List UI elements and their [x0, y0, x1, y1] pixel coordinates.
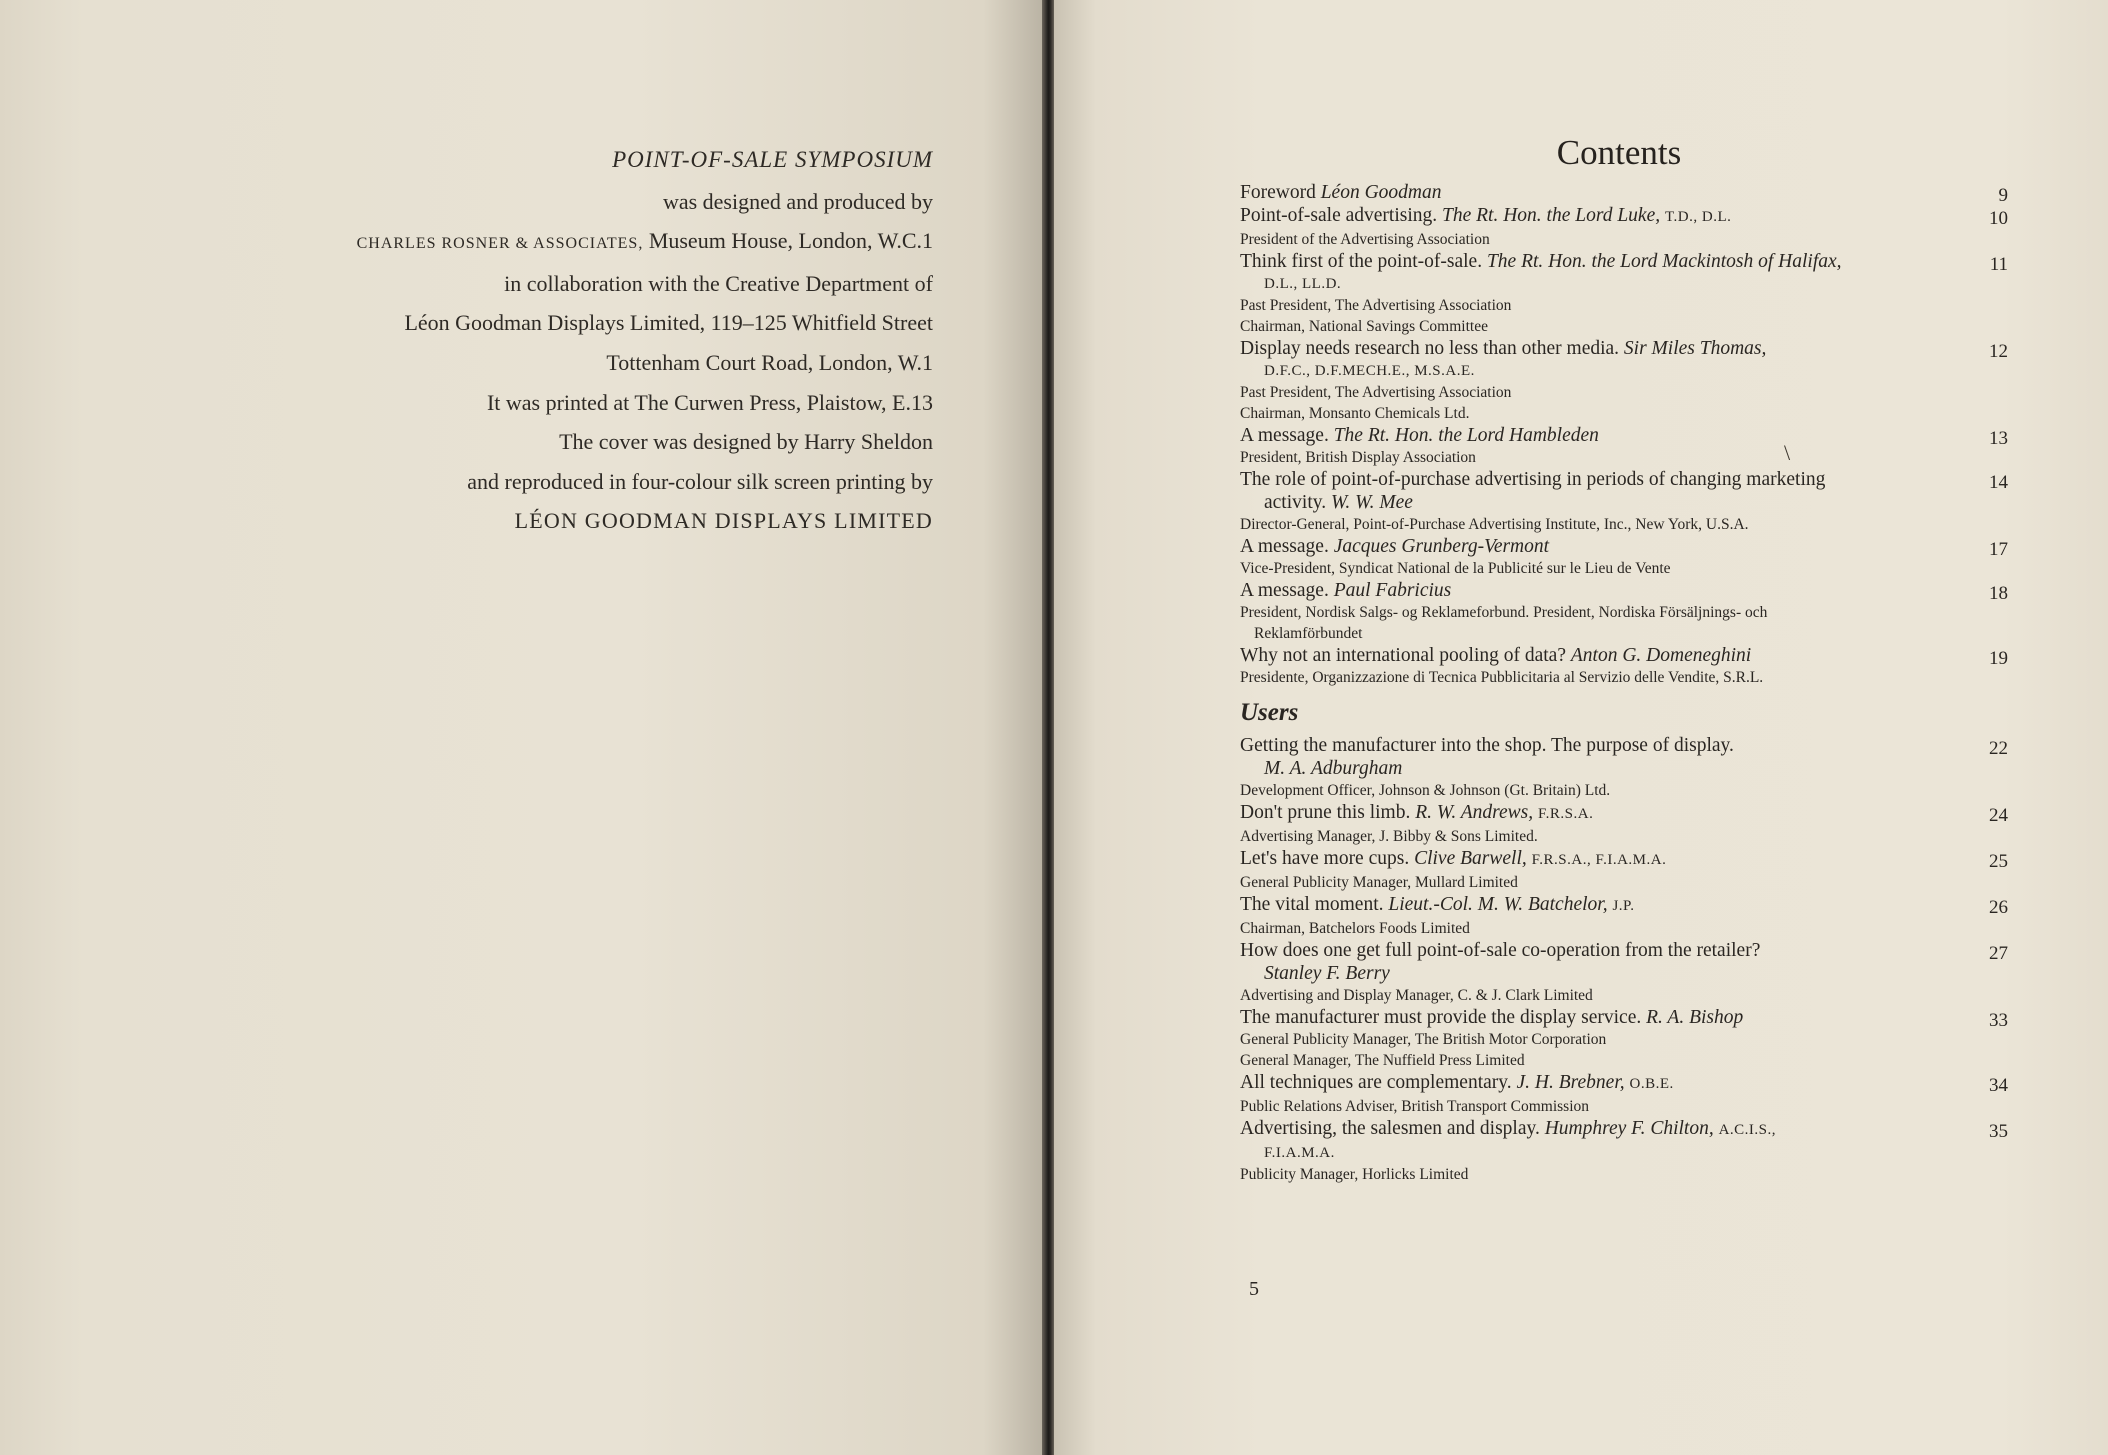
toc-entry-title: Why not an international pooling of data? [1240, 645, 1566, 666]
colophon [113, 140, 933, 541]
toc-entry-honours: D.L., LL.D. [1264, 276, 1342, 292]
left-page [0, 0, 1046, 1455]
toc-page-number: 24 [1989, 805, 2008, 826]
toc-entry-title: Point-of-sale advertising. [1240, 205, 1438, 226]
toc-entry-honours: J.P. [1612, 898, 1635, 914]
toc-entry-author: Sir Miles Thomas, [1623, 338, 1767, 359]
toc-page-number: 17 [1989, 539, 2008, 560]
colophon-line: The cover was designed by Harry Sheldon [559, 429, 933, 455]
toc-entry [1240, 893, 2008, 939]
toc-entry-honours: D.F.C., D.F.MECH.E., M.S.A.E. [1264, 363, 1475, 379]
toc-entry-affiliation: President, British Display Association [1240, 449, 1476, 466]
toc-entry-title: How does one get full point-of-sale co-operation from the retailer? [1240, 940, 1761, 961]
toc-page-number: 11 [1989, 254, 2008, 275]
toc-entry-author: The Rt. Hon. the Lord Hambleden [1333, 425, 1599, 446]
toc-entry-honours: F.R.S.A. [1538, 806, 1594, 822]
toc-entry-author: J. H. Brebner, [1516, 1072, 1625, 1093]
toc-entry-affiliation: General Publicity Manager, Mullard Limited [1240, 874, 1518, 891]
toc-entry-affiliation: General Publicity Manager, The British Motor Corporation [1240, 1031, 1607, 1048]
toc-page-number: 33 [1989, 1010, 2008, 1031]
toc-page-number: 12 [1989, 341, 2008, 362]
toc-entry-honours: F.I.A.M.A. [1264, 1145, 1335, 1161]
toc-page-number: 27 [1989, 943, 2008, 964]
toc-page-number: 10 [1989, 208, 2008, 229]
colophon-line [113, 221, 933, 264]
toc-entry-affiliation: Director-General, Point-of-Purchase Advertising Institute, Inc., New York, U.S.A. [1240, 516, 1749, 533]
toc-entry-title: A message. [1240, 580, 1329, 601]
toc-entry-title: Getting the manufacturer into the shop. The purpose of display. [1240, 735, 1734, 756]
toc-page-number: 26 [1989, 897, 2008, 918]
toc-entry-honours: T.D., D.L. [1664, 209, 1732, 225]
toc-entry-affiliation: President of the Advertising Association [1240, 231, 1490, 248]
toc-entry-honours: O.B.E. [1629, 1076, 1674, 1092]
toc-entry-affiliation: President, Nordisk Salgs- og Reklameforbund. President, Nordiska Försäljnings- och [1240, 604, 1768, 621]
toc-entry-author: Léon Goodman [1320, 182, 1442, 203]
colophon-firm: CHARLES ROSNER & ASSOCIATES, [356, 235, 644, 253]
toc-page-number: 34 [1989, 1075, 2008, 1096]
toc-entry-title: Think first of the point-of-sale. [1240, 251, 1483, 272]
table-of-contents [1240, 181, 2008, 1185]
toc-entry [1240, 939, 2008, 1006]
toc-page-number: 35 [1989, 1121, 2008, 1142]
toc-entry [1240, 181, 2008, 204]
toc-entry-honours: F.R.S.A., F.I.A.M.A. [1531, 852, 1667, 868]
toc-page-number: 14 [1989, 472, 2008, 493]
toc-entry-affiliation: Advertising and Display Manager, C. & J. Clark Limited [1240, 987, 1593, 1004]
toc-entry-title: The manufacturer must provide the display service. [1240, 1007, 1642, 1028]
colophon-line: was designed and produced by [662, 188, 933, 214]
toc-entry-affiliation: Reklamförbundet [1254, 625, 1363, 642]
toc-entry-affiliation: General Manager, The Nuffield Press Limited [1240, 1052, 1525, 1069]
toc-entry-author: Humphrey F. Chilton, [1544, 1118, 1714, 1139]
toc-entry-title: Let's have more cups. [1240, 848, 1410, 869]
toc-entry [1240, 1071, 2008, 1117]
section-heading-users: Users [1240, 699, 1299, 726]
page-folio: 5 [1249, 1278, 1259, 1300]
toc-entry-author: Anton G. Domeneghini [1570, 645, 1752, 666]
toc-entry-affiliation: Chairman, Batchelors Foods Limited [1240, 920, 1470, 937]
toc-entry-affiliation: Public Relations Adviser, British Transport Commission [1240, 1098, 1590, 1115]
contents-title: Contents [1556, 133, 1682, 172]
toc-entry [1240, 847, 2008, 893]
colophon-address: Museum House, London, W.C.1 [648, 228, 933, 254]
toc-entry-author: R. W. Andrews, [1415, 802, 1534, 823]
toc-entry-affiliation: Chairman, Monsanto Chemicals Ltd. [1240, 405, 1470, 422]
colophon-line: and reproduced in four-colour silk screen printing by [467, 468, 933, 494]
toc-entry-author: R. A. Bishop [1646, 1007, 1744, 1028]
toc-entry [1240, 468, 2008, 535]
toc-entry-author: M. A. Adburgham [1264, 758, 1403, 779]
toc-entry-title: A message. [1240, 425, 1329, 446]
colophon-line: in collaboration with the Creative Department of [504, 270, 933, 296]
toc-page-number: 19 [1989, 648, 2008, 669]
toc-entry [1240, 801, 2008, 847]
toc-entry [1240, 1117, 2008, 1185]
toc-entry-author: Stanley F. Berry [1264, 963, 1390, 984]
toc-page-number: 13 [1989, 428, 2008, 449]
toc-entry [1240, 579, 2008, 644]
toc-entry-author: The Rt. Hon. the Lord Mackintosh of Halifax, [1486, 251, 1842, 272]
toc-entry-author: W. W. Mee [1330, 492, 1413, 513]
toc-entry-affiliation: Publicity Manager, Horlicks Limited [1240, 1166, 1469, 1183]
toc-entry-title: Advertising, the salesmen and display. [1240, 1118, 1540, 1139]
toc-entry [1240, 1006, 2008, 1071]
colophon-line: It was printed at The Curwen Press, Plaistow, E.13 [486, 389, 933, 415]
stray-mark: \ [1784, 440, 1791, 465]
toc-entry-title: Display needs research no less than other media. [1240, 338, 1620, 359]
toc-entry-affiliation: Past President, The Advertising Association [1240, 384, 1512, 401]
toc-page-number: 22 [1989, 738, 2008, 759]
toc-entry-affiliation: Chairman, National Savings Committee [1240, 318, 1488, 335]
toc-entry [1240, 204, 2008, 250]
toc-entry [1240, 535, 2008, 579]
toc-entry-honours: A.C.I.S., [1718, 1122, 1777, 1138]
toc-entry-author: The Rt. Hon. the Lord Luke, [1442, 205, 1661, 226]
toc-entry [1240, 337, 2008, 424]
toc-entry-author: Clive Barwell, [1414, 848, 1527, 869]
toc-entry-title: All techniques are complementary. [1240, 1072, 1512, 1093]
toc-entry-title: Don't prune this limb. [1240, 802, 1411, 823]
toc-entry-affiliation: Past President, The Advertising Association [1240, 297, 1512, 314]
toc-entry [1240, 250, 2008, 337]
toc-entry-affiliation: Development Officer, Johnson & Johnson (Gt. Britain) Ltd. [1240, 782, 1611, 799]
colophon-title: POINT-OF-SALE SYMPOSIUM [612, 147, 933, 172]
toc-entry-affiliation: Advertising Manager, J. Bibby & Sons Limited. [1240, 828, 1538, 845]
toc-entry-title: The vital moment. [1240, 894, 1384, 915]
colophon-line: Léon Goodman Displays Limited, 119–125 Whitfield Street [404, 310, 933, 336]
toc-entry-title-cont: activity. [1264, 492, 1327, 513]
toc-entry-author: Paul Fabricius [1333, 580, 1452, 601]
toc-entry-author: Jacques Grunberg-Vermont [1333, 536, 1550, 557]
toc-entry-author: Lieut.-Col. M. W. Batchelor, [1388, 894, 1608, 915]
toc-entry-title: The role of point-of-purchase advertising in periods of changing marketing [1240, 469, 1826, 490]
colophon-printer: LÉON GOODMAN DISPLAYS LIMITED [514, 508, 933, 534]
toc-page-number: 18 [1989, 583, 2008, 604]
colophon-line: Tottenham Court Road, London, W.1 [606, 349, 933, 375]
toc-entry-affiliation: Presidente, Organizzazione di Tecnica Pubblicitaria al Servizio delle Vendite, S.R.L. [1240, 669, 1764, 686]
toc-entry-affiliation: Vice-President, Syndicat National de la Publicité sur le Lieu de Vente [1240, 560, 1671, 577]
toc-page-number: 9 [1998, 185, 2008, 206]
toc-entry [1240, 734, 2008, 801]
toc-entry [1240, 424, 2008, 468]
toc-entry-title: Foreword [1240, 182, 1316, 203]
toc-page-number: 25 [1989, 851, 2008, 872]
toc-entry [1240, 644, 2008, 688]
toc-entry-title: A message. [1240, 536, 1329, 557]
